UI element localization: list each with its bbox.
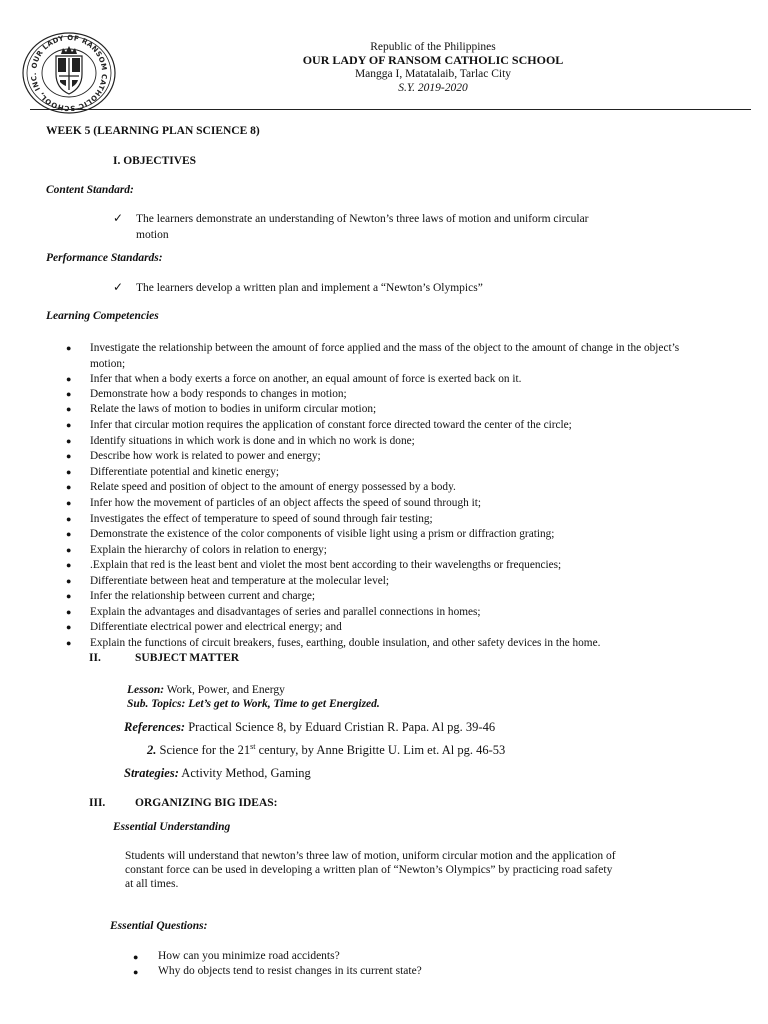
subject-matter-number: II.: [89, 652, 101, 664]
competency-item: Explain the hierarchy of colors in relation to energy;: [90, 544, 327, 556]
essential-questions-label: Essential Questions:: [110, 920, 208, 932]
strategies-value: Activity Method, Gaming: [181, 766, 311, 780]
bullet-icon: ●: [66, 389, 72, 399]
bullet-icon: ●: [66, 545, 72, 555]
lesson-line: [127, 684, 285, 696]
bullet-icon: ●: [66, 374, 72, 384]
competency-item: Infer that circular motion requires the application of constant force directed toward the center of the circle;: [90, 419, 572, 431]
competency-item: .Explain that red is the least bent and violet the most bent according to their wavelengths or frequencies;: [90, 559, 562, 571]
subtopics-line: Sub. Topics: Let’s get to Work, Time to get Energized.: [127, 698, 380, 710]
bullet-icon: ●: [66, 404, 72, 414]
learning-competencies-label: Learning Competencies: [46, 310, 159, 322]
bullet-icon: ●: [66, 514, 72, 524]
competency-item: Demonstrate the existence of the color components of visible light using a prism or diffraction grating;: [90, 528, 555, 540]
reference-2-line: [147, 743, 505, 758]
strategies-label: Strategies:: [124, 766, 179, 780]
content-standard-text: The learners demonstrate an understanding of Newton’s three laws of motion and uniform circular: [136, 213, 589, 225]
bullet-icon: ●: [66, 498, 72, 508]
competency-item: Describe how work is related to power and energy;: [90, 450, 321, 462]
references-value: Practical Science 8, by Eduard Cristian R. Papa. Al pg. 39-46: [188, 720, 496, 734]
competency-item: Differentiate between heat and temperature at the molecular level;: [90, 575, 390, 587]
bullet-icon: ●: [66, 436, 72, 446]
header-divider: [30, 109, 751, 110]
competency-item: Relate the laws of motion to bodies in uniform circular motion;: [90, 403, 377, 415]
bullet-icon: ●: [133, 952, 139, 962]
school-seal-logo: [20, 30, 118, 116]
header-address: Mangga I, Matatalaib, Tarlac City: [354, 68, 512, 80]
competency-item: Investigates the effect of temperature to speed of sound through fair testing;: [90, 513, 433, 525]
references-line: [124, 720, 495, 735]
reference-2-text-a: Science for the 21: [159, 743, 251, 757]
competency-item: Relate speed and position of object to the amount of energy possessed by a body.: [90, 481, 456, 493]
competency-item: Investigate the relationship between the amount of force applied and the mass of the object to the amount of change in the object’s motion;: [90, 342, 680, 370]
bullet-icon: ●: [66, 560, 72, 570]
bullet-icon: ●: [66, 576, 72, 586]
page-title: WEEK 5 (LEARNING PLAN SCIENCE 8): [46, 125, 260, 137]
essential-understanding-line: Students will understand that newton’s three law of motion, uniform circular motion and the application of: [125, 850, 616, 862]
header-school-year: S.Y. 2019-2020: [398, 82, 468, 94]
lesson-value: Work, Power, and Energy: [166, 684, 285, 696]
competency-item: Differentiate potential and kinetic energy;: [90, 466, 280, 478]
reference-2-text-b: century, by Anne Brigitte U. Lim et. Al pg. 46-53: [255, 743, 506, 757]
competency-item: Explain the advantages and disadvantages of series and parallel connections in homes;: [90, 606, 481, 618]
big-ideas-number: III.: [89, 797, 106, 809]
bullet-icon: ●: [66, 607, 72, 617]
competency-item: Differentiate electrical power and electrical energy; and: [90, 621, 342, 633]
bullet-icon: ●: [66, 420, 72, 430]
header-school-name: OUR LADY OF RANSOM CATHOLIC SCHOOL: [302, 53, 564, 67]
competency-item: Demonstrate how a body responds to changes in motion;: [90, 388, 347, 400]
essential-understanding-line: at all times.: [125, 878, 179, 890]
essential-question-item: Why do objects tend to resist changes in its current state?: [158, 965, 422, 977]
bullet-icon: ●: [66, 622, 72, 632]
strategies-line: [124, 766, 311, 781]
checkmark-icon: ✓: [113, 211, 124, 225]
content-standard-label: Content Standard:: [46, 184, 134, 196]
essential-understanding-label: Essential Understanding: [113, 821, 231, 833]
essential-question-item: How can you minimize road accidents?: [158, 950, 340, 962]
performance-standards-text: The learners develop a written plan and implement a “Newton’s Olympics”: [136, 282, 483, 294]
bullet-icon: ●: [66, 343, 72, 353]
bullet-icon: ●: [66, 451, 72, 461]
reference-2-superscript: st: [250, 741, 256, 751]
competency-item: Identify situations in which work is done and in which no work is done;: [90, 435, 415, 447]
header-republic: Republic of the Philippines: [370, 41, 496, 53]
bullet-icon: ●: [133, 967, 139, 977]
objectives-heading: I. OBJECTIVES: [113, 155, 197, 167]
checkmark-icon: ✓: [113, 280, 124, 294]
seal-ring-text: OUR LADY OF RANSOM CATHOLIC SCHOOL, INC.: [29, 33, 109, 113]
bullet-icon: ●: [66, 529, 72, 539]
reference-2-number: 2.: [147, 743, 157, 757]
competency-item: Infer how the movement of particles of an object affects the speed of sound through it;: [90, 497, 481, 509]
performance-standards-label: Performance Standards:: [46, 252, 163, 264]
bullet-icon: ●: [66, 467, 72, 477]
big-ideas-heading: ORGANIZING BIG IDEAS:: [135, 797, 278, 809]
competency-item: Infer that when a body exerts a force on another, an equal amount of force is exerted back on it.: [90, 373, 522, 385]
bullet-icon: ●: [66, 638, 72, 648]
content-standard-text-cont: motion: [136, 229, 169, 241]
competency-item: Infer the relationship between current and charge;: [90, 590, 315, 602]
competency-item: Explain the functions of circuit breakers, fuses, earthing, double insulation, and other safety devices in the home.: [90, 637, 601, 649]
subject-matter-heading: SUBJECT MATTER: [135, 652, 240, 664]
bullet-icon: ●: [66, 482, 72, 492]
essential-understanding-line: constant force can be used in developing a written plan of “Newton’s Olympics” by practicing road safety: [125, 864, 613, 876]
lesson-label: Lesson:: [127, 684, 165, 696]
seal-graphic: [20, 30, 118, 116]
references-label: References:: [124, 720, 186, 734]
bullet-icon: ●: [66, 591, 72, 601]
